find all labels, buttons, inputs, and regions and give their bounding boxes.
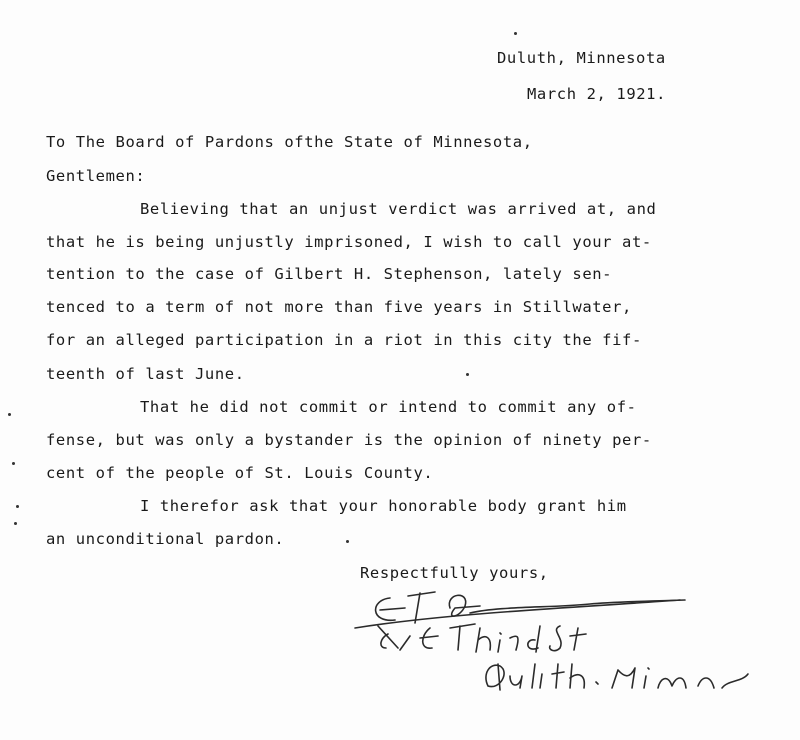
body-line: an unconditional pardon.: [46, 530, 285, 548]
paper-speck: [8, 413, 11, 416]
letter-addressee: To The Board of Pardons ofthe State of Minnesota,: [46, 133, 533, 151]
body-line: tention to the case of Gilbert H. Stephenson, lately sen-: [46, 265, 613, 283]
body-line: tenced to a term of not more than five years in Stillwater,: [46, 298, 632, 316]
paper-speck: [346, 540, 349, 543]
handwritten-signature: [350, 578, 790, 728]
paper-speck: [466, 373, 469, 376]
body-line: that he is being unjustly imprisoned, I wish to call your at-: [46, 233, 652, 251]
letter-place: Duluth, Minnesota: [497, 49, 666, 67]
body-line: Believing that an unjust verdict was arrived at, and: [140, 200, 657, 218]
paper-speck: [514, 32, 517, 35]
body-line: fense, but was only a bystander is the opinion of ninety per-: [46, 431, 652, 449]
body-line: That he did not commit or intend to commit any of-: [140, 398, 637, 416]
body-line: I therefor ask that your honorable body grant him: [140, 497, 627, 515]
body-line: teenth of last June.: [46, 365, 245, 383]
paper-speck: [16, 505, 19, 508]
paper-speck: [14, 522, 17, 525]
paper-speck: [12, 462, 15, 465]
body-line: cent of the people of St. Louis County.: [46, 464, 434, 482]
letter-salutation: Gentlemen:: [46, 167, 146, 185]
body-line: for an alleged participation in a riot in this city the fif-: [46, 331, 642, 349]
letter-closing: Respectfully yours,: [360, 564, 549, 582]
letter-date: March 2, 1921.: [527, 85, 667, 103]
